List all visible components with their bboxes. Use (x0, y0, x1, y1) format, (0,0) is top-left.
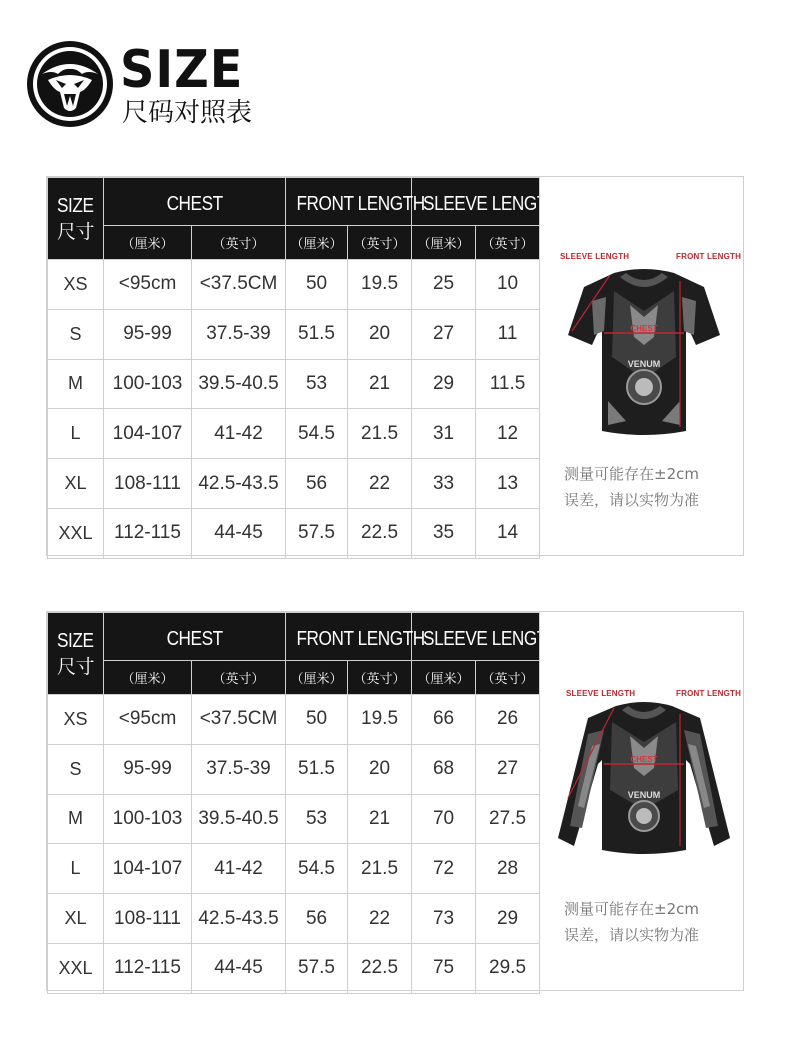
front-cm-cell: 56 (286, 894, 348, 944)
table-row (48, 695, 540, 745)
chest-inch-cell: 37.5-39 (192, 309, 286, 359)
sleeve-inch-cell: 27 (476, 744, 540, 794)
front-cm-cell: 54.5 (286, 844, 348, 894)
chest-cm-cell: 100-103 (104, 794, 192, 844)
sleeve-cm-cell: 29 (412, 359, 476, 409)
sleeve-inch-cell: 28 (476, 844, 540, 894)
size-cell: S (48, 744, 104, 794)
size-chart-short-sleeve (46, 176, 744, 556)
front-inch-cell: 21 (348, 794, 412, 844)
sleeve-cm-cell: 72 (412, 844, 476, 894)
front-inch-cell: 20 (348, 309, 412, 359)
unit-inch: （英寸） (192, 226, 286, 260)
sleeve-inch-cell: 29 (476, 894, 540, 944)
size-cell: M (48, 794, 104, 844)
size-header-en: SIZE (57, 195, 94, 217)
unit-cm: （厘米） (104, 661, 192, 695)
size-cell: XL (48, 459, 104, 509)
sleeve-cm-cell: 68 (412, 744, 476, 794)
sleeve-length-header (412, 178, 559, 226)
sleeve-inch-cell: 13 (476, 459, 540, 509)
sleeve-length-header-label: SLEEVE LENGTH (423, 193, 559, 215)
front-cm-cell: 51.5 (286, 744, 348, 794)
product-image-panel (539, 612, 744, 990)
unit-cm: （厘米） (412, 661, 476, 695)
chest-inch-cell: 44-45 (192, 508, 286, 558)
short-sleeve-rashguard-image (564, 261, 724, 441)
size-header-cn: 尺寸 (56, 222, 94, 243)
unit-inch: （英寸） (192, 661, 286, 695)
sleeve-inch-cell: 10 (476, 260, 540, 310)
chest-header-label: CHEST (166, 193, 223, 215)
long-sleeve-rashguard-image (554, 698, 734, 864)
unit-inch: （英寸） (476, 661, 540, 695)
front-cm-cell: 56 (286, 459, 348, 509)
size-cell: XS (48, 695, 104, 745)
table-row (48, 409, 540, 459)
sleeve-inch-cell: 11.5 (476, 359, 540, 409)
size-table (47, 612, 559, 994)
page-title: SIZE (120, 40, 244, 100)
size-cell: XS (48, 260, 104, 310)
unit-cm: （厘米） (412, 226, 476, 260)
sleeve-length-label: SLEEVE LENGTH (566, 689, 636, 698)
front-inch-cell: 22 (348, 894, 412, 944)
front-length-header-label: FRONT LENGTH (296, 628, 425, 650)
front-inch-cell: 19.5 (348, 695, 412, 745)
sleeve-inch-cell: 26 (476, 695, 540, 745)
unit-inch: （英寸） (348, 661, 412, 695)
size-cell: XXL (48, 943, 104, 993)
size-cell: XL (48, 894, 104, 944)
size-cell: M (48, 359, 104, 409)
front-inch-cell: 22 (348, 459, 412, 509)
chest-cm-cell: 108-111 (104, 459, 192, 509)
chest-inch-cell: 41-42 (192, 844, 286, 894)
front-inch-cell: 21.5 (348, 409, 412, 459)
front-inch-cell: 21 (348, 359, 412, 409)
measurement-note-line2: 误差，请以实物为准 (564, 926, 700, 944)
sleeve-cm-cell: 25 (412, 260, 476, 310)
chest-header-label: CHEST (166, 628, 223, 650)
chest-inch-cell: <37.5CM (192, 260, 286, 310)
sleeve-inch-cell: 14 (476, 508, 540, 558)
chest-inch-cell: 44-45 (192, 943, 286, 993)
measurement-note-line1: 测量可能存在±2cm (564, 465, 699, 483)
sleeve-length-header-label: SLEEVE LENGTH (423, 628, 559, 650)
unit-cm: （厘米） (286, 661, 348, 695)
front-cm-cell: 50 (286, 260, 348, 310)
front-cm-cell: 53 (286, 359, 348, 409)
chest-cm-cell: 112-115 (104, 943, 192, 993)
size-chart-long-sleeve (46, 611, 744, 991)
chest-header (104, 613, 286, 661)
sleeve-length-header (412, 613, 559, 661)
front-length-header-label: FRONT LENGTH (296, 193, 425, 215)
size-header (48, 613, 104, 695)
chest-cm-cell: 112-115 (104, 508, 192, 558)
measurement-note-line1: 测量可能存在±2cm (564, 900, 699, 918)
chest-cm-cell: 104-107 (104, 409, 192, 459)
front-length-header (286, 178, 425, 226)
unit-cm: （厘米） (286, 226, 348, 260)
chest-inch-cell: 39.5-40.5 (192, 794, 286, 844)
sleeve-inch-cell: 29.5 (476, 943, 540, 993)
sleeve-inch-cell: 27.5 (476, 794, 540, 844)
sleeve-cm-cell: 75 (412, 943, 476, 993)
unit-inch: （英寸） (476, 226, 540, 260)
front-cm-cell: 57.5 (286, 943, 348, 993)
table-row (48, 844, 540, 894)
front-inch-cell: 22.5 (348, 943, 412, 993)
chest-header (104, 178, 286, 226)
chest-cm-cell: 95-99 (104, 309, 192, 359)
chest-inch-cell: 39.5-40.5 (192, 359, 286, 409)
unit-cm: （厘米） (104, 226, 192, 260)
chest-inch-cell: <37.5CM (192, 695, 286, 745)
sleeve-cm-cell: 35 (412, 508, 476, 558)
chest-inch-cell: 37.5-39 (192, 744, 286, 794)
sleeve-inch-cell: 11 (476, 309, 540, 359)
sleeve-cm-cell: 31 (412, 409, 476, 459)
table-row (48, 459, 540, 509)
front-inch-cell: 22.5 (348, 508, 412, 558)
table-row (48, 794, 540, 844)
measurement-note-line2: 误差，请以实物为准 (564, 491, 700, 509)
chest-label: CHEST (630, 324, 658, 333)
sleeve-cm-cell: 66 (412, 695, 476, 745)
chest-cm-cell: 108-111 (104, 894, 192, 944)
chest-cm-cell: <95cm (104, 260, 192, 310)
table-row (48, 508, 540, 558)
brand-text: VENUM (627, 359, 661, 369)
table-row (48, 359, 540, 409)
front-inch-cell: 19.5 (348, 260, 412, 310)
front-inch-cell: 21.5 (348, 844, 412, 894)
size-cell: S (48, 309, 104, 359)
size-header-en: SIZE (57, 630, 94, 652)
chest-cm-cell: <95cm (104, 695, 192, 745)
size-cell: L (48, 409, 104, 459)
venum-snake-logo-icon (26, 40, 114, 128)
chest-cm-cell: 104-107 (104, 844, 192, 894)
table-row (48, 943, 540, 993)
page-subtitle: 尺码对照表 (122, 98, 253, 128)
front-cm-cell: 54.5 (286, 409, 348, 459)
product-image-panel (539, 177, 744, 555)
chest-inch-cell: 42.5-43.5 (192, 459, 286, 509)
sleeve-length-label: SLEEVE LENGTH (560, 252, 630, 261)
sleeve-cm-cell: 70 (412, 794, 476, 844)
chest-inch-cell: 42.5-43.5 (192, 894, 286, 944)
sleeve-cm-cell: 27 (412, 309, 476, 359)
table-row (48, 309, 540, 359)
size-header-cn: 尺寸 (56, 657, 94, 678)
chest-cm-cell: 100-103 (104, 359, 192, 409)
sleeve-cm-cell: 33 (412, 459, 476, 509)
table-row (48, 744, 540, 794)
front-cm-cell: 51.5 (286, 309, 348, 359)
chest-inch-cell: 41-42 (192, 409, 286, 459)
size-cell: L (48, 844, 104, 894)
sleeve-cm-cell: 73 (412, 894, 476, 944)
sleeve-inch-cell: 12 (476, 409, 540, 459)
unit-inch: （英寸） (348, 226, 412, 260)
front-cm-cell: 53 (286, 794, 348, 844)
front-cm-cell: 57.5 (286, 508, 348, 558)
chest-cm-cell: 95-99 (104, 744, 192, 794)
size-cell: XXL (48, 508, 104, 558)
brand-text: VENUM (627, 790, 661, 800)
table-row (48, 260, 540, 310)
size-header (48, 178, 104, 260)
front-length-header (286, 613, 425, 661)
chest-label: CHEST (630, 755, 658, 764)
front-length-label: FRONT LENGTH (676, 252, 742, 261)
front-length-label: FRONT LENGTH (676, 689, 742, 698)
front-cm-cell: 50 (286, 695, 348, 745)
front-inch-cell: 20 (348, 744, 412, 794)
table-row (48, 894, 540, 944)
size-table (47, 177, 559, 559)
